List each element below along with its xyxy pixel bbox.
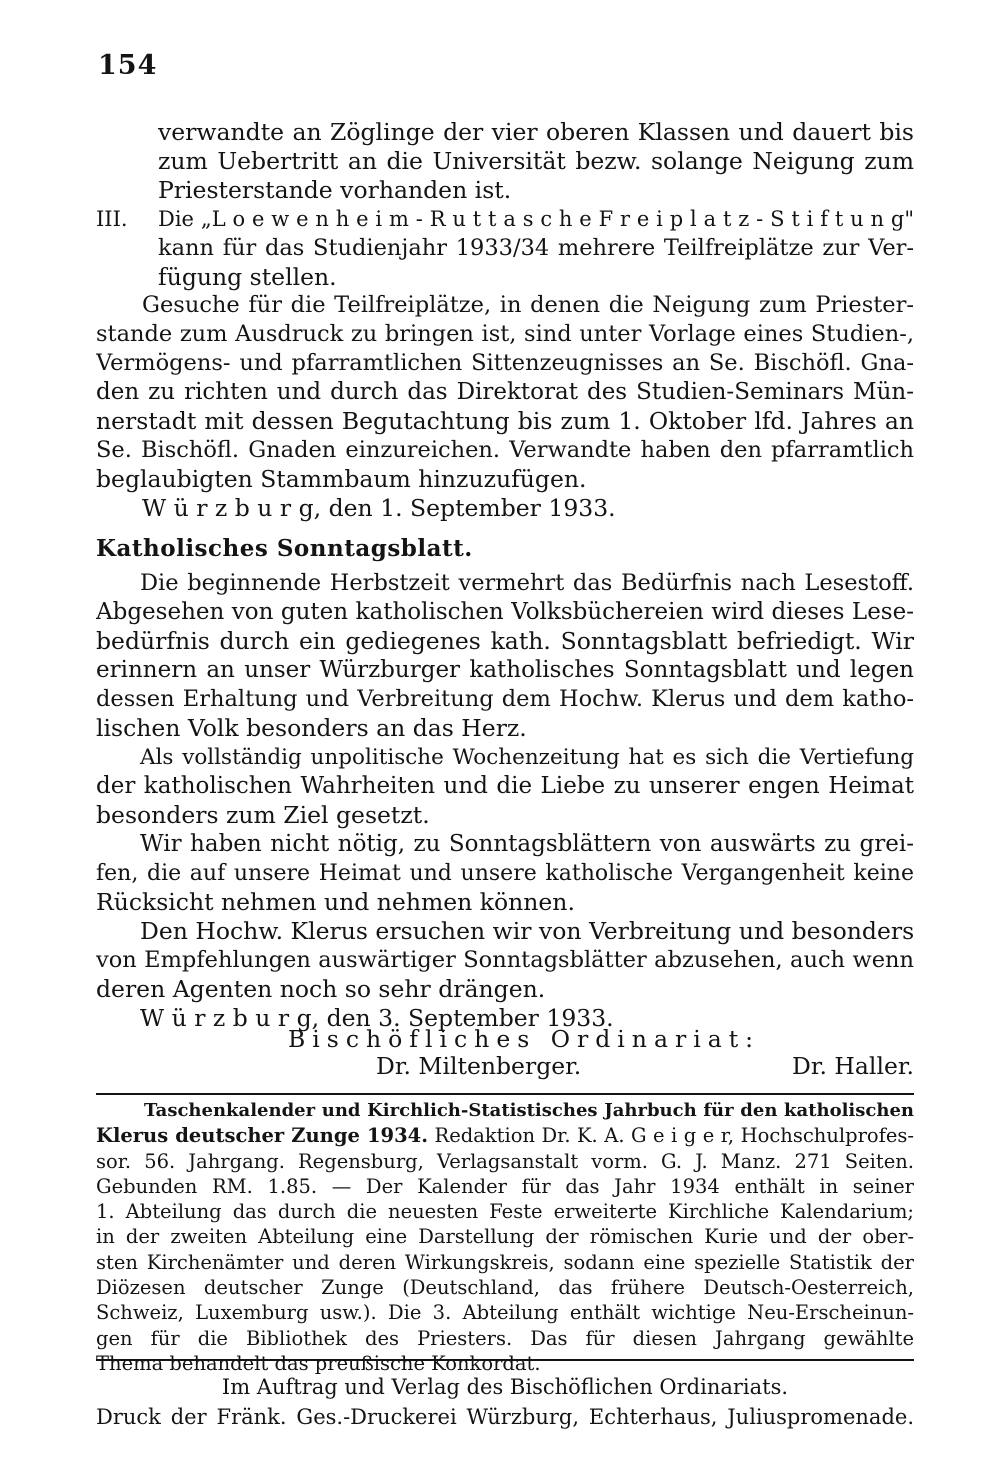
text-line: fen, die auf unsere Heimat und unsere katholische Vergangenheit keine [96,861,914,886]
section-heading: Katholisches Sonntagsblatt. [96,535,473,562]
text-line: den zu richten und durch das Direktorat des Studien-Seminars Mün- [96,379,914,405]
text-line: erinnern an unser Würzburger katholisches Sonntagsblatt und legen [96,657,914,683]
text-line: deren Agenten noch so sehr drängen. [96,975,546,1003]
text-line: sten Kirchenämter und deren Wirkungskreis, sodann eine spezielle Statistik der [96,1250,914,1274]
foundation-title: Die „L o e w e n h e i m - R u t t a s c h e F r e i p l a t z - S t i f t u n g" [158,207,914,231]
text-line: dessen Erhaltung und Verbreitung dem Hochw. Klerus und dem katho- [96,686,914,712]
text-line: fügung stellen. [158,263,337,291]
divider-rule [96,1359,914,1361]
intro-paragraph [96,118,914,205]
text-line: lischen Volk besonders an das Herz. [96,714,527,742]
text-line: in der zweiten Abteilung eine Darstellung der römischen Kurie und der ober- [96,1225,914,1249]
signer-left: Dr. Miltenberger. [376,1052,582,1080]
text-line: 1. Abteilung das durch die neuesten Feste erweiterte Kirchliche Kalendarium; [96,1200,914,1224]
book-notice [96,1098,914,1376]
book-title-line: Taschenkalender und Kirchlich-Statistisches Jahrbuch für den katholischen [144,1100,914,1121]
imprint-publisher: Im Auftrag und Verlag des Bischöflichen Ordinariats. [221,1375,789,1399]
book-title: Klerus deutscher Zunge 1934. [96,1124,429,1148]
divider-rule [96,1093,914,1095]
book-title-line [96,1123,914,1148]
dateline: W ü r z b u r g, den 3. September 1933. [140,1004,614,1032]
section-three-title-line [96,205,914,234]
text-line: Gesuche für die Teilfreiplätze, in denen die Neigung zum Priester- [142,292,914,318]
text-line: kann für das Studienjahr 1933/34 mehrere Teilfreiplätze zur Ver- [158,235,914,261]
text-line: Den Hochw. Klerus ersuchen wir von Verbreitung und besonders [140,917,914,945]
text-line: nerstadt mit dessen Begutachtung bis zum 1. Oktober lfd. Jahres an [96,407,914,435]
page-number: 154 [98,50,158,81]
text-line: beglaubigten Stammbaum hinzuzufügen. [96,465,587,493]
sonntagsblatt-body [96,569,914,1033]
text-line: Schweiz, Luxemburg usw.). Die 3. Abteilung enthält wichtige Neu-Erscheinun- [96,1301,914,1325]
text-line: Gebunden RM. 1.85. — Der Kalender für das Jahr 1934 enthält in seiner [96,1174,914,1198]
text-line: stande zum Ausdruck zu bringen ist, sind unter Vorlage eines Studien-, [96,321,914,347]
text-line: der katholischen Wahrheiten und die Liebe zu unserer engen Heimat [96,773,914,799]
text-line: Rücksicht nehmen und nehmen können. [96,888,575,916]
imprint [96,1372,914,1432]
text-line: Abgesehen von guten katholischen Volksbüchereien wird dieses Lese- [96,599,914,625]
signer-right: Dr. Haller. [792,1052,914,1080]
signature-office: Bischöfliches Ordinariat: [288,1025,761,1053]
text-line: Die beginnende Herbstzeit vermehrt das Bedürfnis nach Lesestoff. [140,570,914,596]
application-paragraph [96,291,914,523]
text-line: Thema behandelt das preußische Konkordat. [96,1351,541,1375]
book-editor: Redaktion Dr. K. A. G e i g e r, Hochschulprofes- [428,1124,914,1148]
text-line: Wir haben nicht nötig, zu Sonntagsblättern von auswärts zu grei- [140,831,914,857]
text-line: Als vollständig unpolitische Wochenzeitung hat es sich die Vertiefung [140,745,914,770]
text-line: gen für die Bibliothek des Priesters. Das für diesen Jahrgang gewählte [96,1326,914,1350]
text-line: Vermögens- und pfarramtlichen Sittenzeugnisses an Se. Bischöfl. Gna- [96,350,914,376]
text-line: Diözesen deutscher Zunge (Deutschland, das frühere Deutsch-Oesterreich, [96,1276,914,1300]
text-line: zum Uebertritt an die Universität bezw. solange Neigung zum [158,147,914,175]
roman-numeral: III. [96,207,128,231]
section-three [96,205,914,292]
text-line: besonders zum Ziel gesetzt. [96,801,430,829]
text-line: verwandte an Zöglinge der vier oberen Klassen und dauert bis [158,118,914,146]
text-line: sor. 56. Jahrgang. Regensburg, Verlagsanstalt vorm. G. J. Manz. 271 Seiten. [96,1149,914,1173]
text-line: bedürfnis durch ein gediegenes kath. Sonntagsblatt befriedigt. Wir [96,627,914,655]
imprint-printer: Druck der Fränk. Ges.-Druckerei Würzburg, Echterhaus, Juliuspromenade. [96,1405,914,1429]
text-line: Se. Bischöfl. Gnaden einzureichen. Verwandte haben den pfarramtlich [96,437,914,463]
text-line: Priesterstande vorhanden ist. [158,176,512,204]
text-line: von Empfehlungen auswärtiger Sonntagsblätter abzusehen, auch wenn [96,947,914,973]
dateline: W ü r z b u r g, den 1. September 1933. [142,494,616,522]
